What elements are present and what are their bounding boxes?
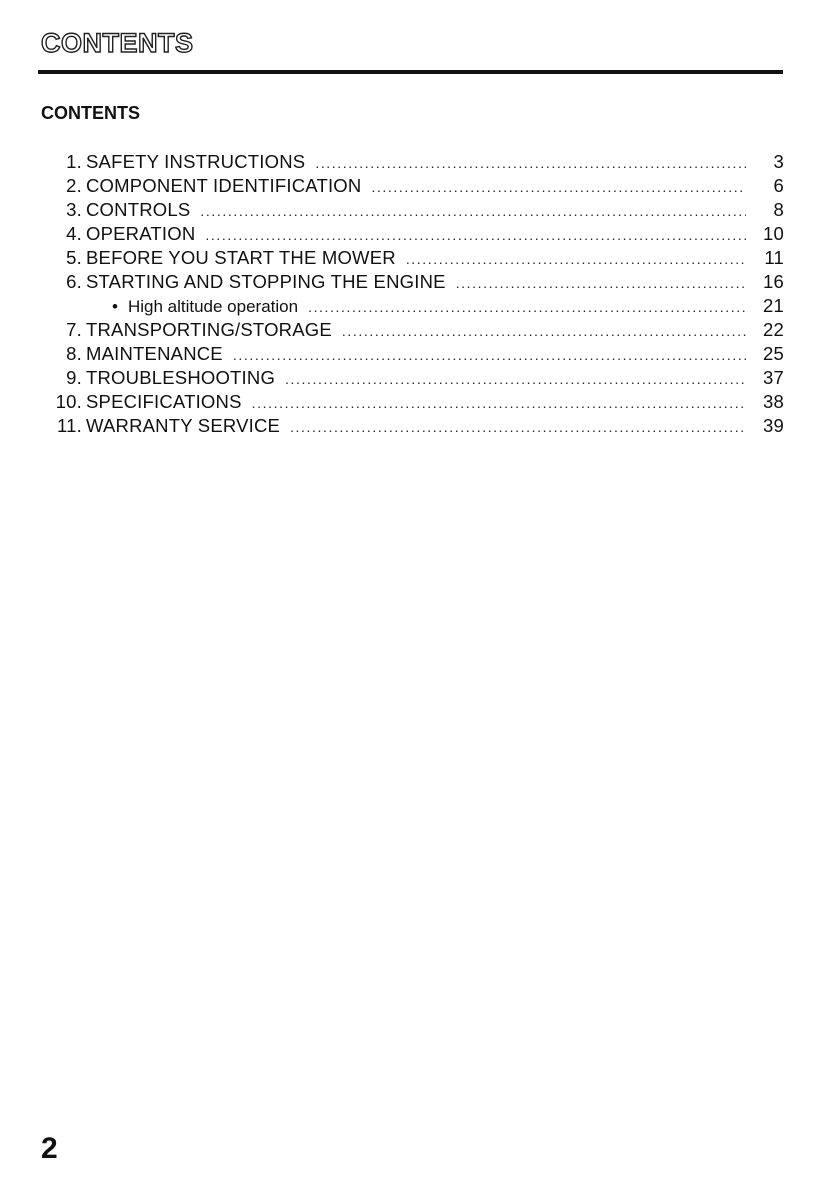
toc-entry-number: 1. xyxy=(66,151,82,172)
toc-subentry-high-altitude[interactable] xyxy=(40,294,784,318)
toc-dot-leader xyxy=(308,295,746,319)
toc-entry-label: CONTROLS xyxy=(86,199,191,220)
toc-entry-maintenance[interactable] xyxy=(40,342,784,366)
table-of-contents xyxy=(40,150,784,438)
toc-entry-page: 11 xyxy=(764,247,784,268)
toc-entry-page: 8 xyxy=(773,199,784,220)
toc-entry-page: 22 xyxy=(763,319,784,340)
toc-entry-operation[interactable] xyxy=(40,222,784,246)
toc-dot-leader xyxy=(233,343,746,367)
toc-dot-leader xyxy=(290,415,746,439)
toc-entry-warranty-service[interactable] xyxy=(40,414,784,438)
toc-dot-leader xyxy=(285,367,746,391)
toc-entry-component-identification[interactable] xyxy=(40,174,784,198)
toc-entry-number: 7. xyxy=(66,319,82,340)
toc-entry-transporting-storage[interactable] xyxy=(40,318,784,342)
toc-entry-page: 16 xyxy=(763,271,784,292)
toc-entry-specifications[interactable] xyxy=(40,390,784,414)
toc-entry-page: 39 xyxy=(763,415,784,436)
toc-entry-number: 2. xyxy=(66,175,82,196)
toc-entry-label: STARTING AND STOPPING THE ENGINE xyxy=(86,271,446,292)
toc-entry-label: • High altitude operation xyxy=(82,295,298,319)
toc-dot-leader xyxy=(205,223,746,247)
toc-entry-page: 38 xyxy=(763,391,784,412)
toc-entry-before-you-start[interactable] xyxy=(40,246,784,270)
toc-entry-number: 4. xyxy=(66,223,82,244)
toc-entry-safety-instructions[interactable] xyxy=(40,150,784,174)
toc-entry-page: 10 xyxy=(763,223,784,244)
toc-dot-leader xyxy=(371,175,746,199)
toc-dot-leader xyxy=(406,247,746,271)
toc-entry-page: 6 xyxy=(773,175,784,196)
page-number: 2 xyxy=(41,1132,58,1165)
toc-dot-leader xyxy=(315,151,746,175)
section-heading: CONTENTS xyxy=(41,103,140,123)
toc-entry-label: WARRANTY SERVICE xyxy=(86,415,281,436)
toc-entry-label: TRANSPORTING/STORAGE xyxy=(86,319,332,340)
toc-entry-number: 6. xyxy=(66,271,82,292)
toc-entry-number: 5. xyxy=(66,247,82,268)
header-divider xyxy=(38,70,783,74)
toc-dot-leader xyxy=(456,271,746,295)
toc-entry-controls[interactable] xyxy=(40,198,784,222)
toc-dot-leader xyxy=(342,319,746,343)
toc-entry-number: 3. xyxy=(66,199,82,220)
toc-entry-starting-stopping[interactable] xyxy=(40,270,784,294)
toc-entry-label: TROUBLESHOOTING xyxy=(86,367,276,388)
toc-dot-leader xyxy=(200,199,746,223)
toc-entry-label: OPERATION xyxy=(86,223,196,244)
toc-entry-page: 25 xyxy=(763,343,784,364)
toc-entry-label: COMPONENT IDENTIFICATION xyxy=(86,175,362,196)
toc-entry-page: 21 xyxy=(763,295,784,316)
toc-entry-number: 10. xyxy=(55,391,82,412)
toc-entry-label: BEFORE YOU START THE MOWER xyxy=(86,247,396,268)
toc-entry-page: 37 xyxy=(763,367,784,388)
toc-entry-label: SPECIFICATIONS xyxy=(86,391,242,412)
toc-entry-number: 9. xyxy=(66,367,82,388)
toc-entry-number: 11. xyxy=(57,415,82,436)
toc-entry-label: SAFETY INSTRUCTIONS xyxy=(86,151,306,172)
page-header-title: CONTENTS xyxy=(41,28,194,58)
toc-entry-page: 3 xyxy=(773,151,784,172)
toc-entry-troubleshooting[interactable] xyxy=(40,366,784,390)
toc-entry-number: 8. xyxy=(66,343,82,364)
toc-entry-label: MAINTENANCE xyxy=(86,343,223,364)
toc-dot-leader xyxy=(252,391,746,415)
